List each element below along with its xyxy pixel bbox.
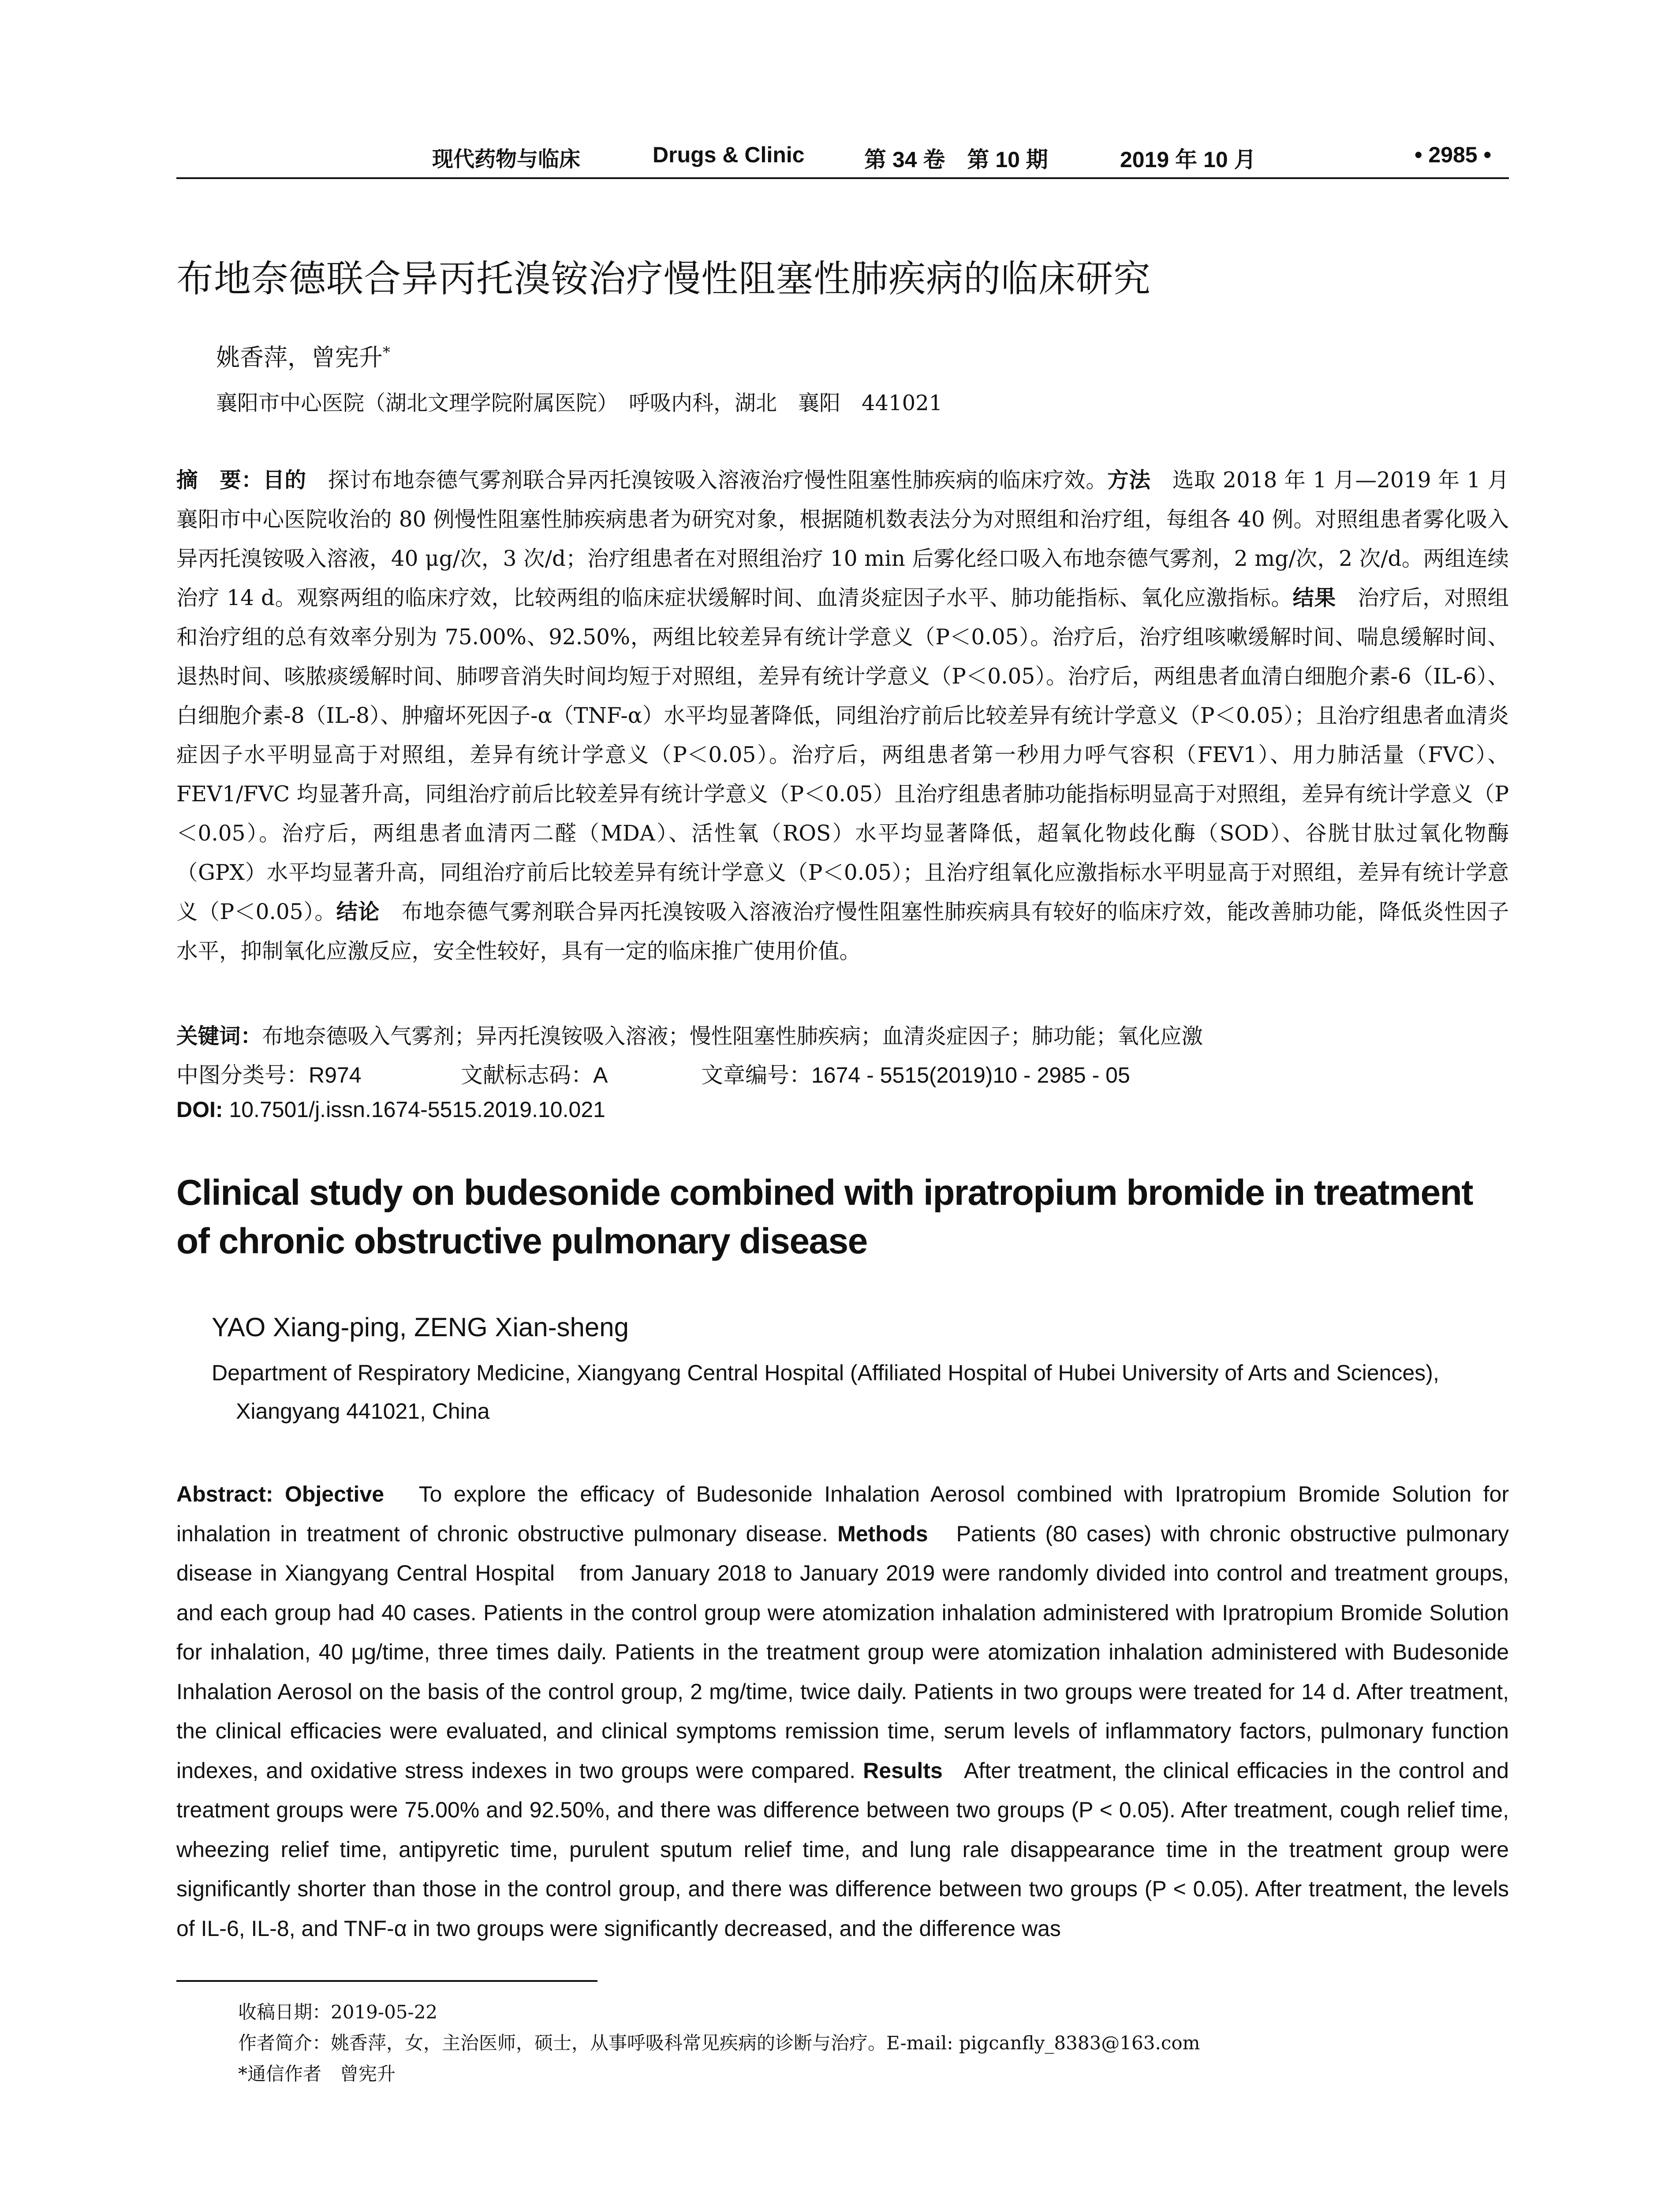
authors-cn-names: 姚香萍，曾宪升 <box>216 344 383 371</box>
results-label-en: Results <box>863 1758 943 1783</box>
objective-cn: 探讨布地奈德气雾剂联合异丙托溴铵吸入溶液治疗慢性阻塞性肺疾病的临床疗效。 <box>328 468 1108 493</box>
abstract-cn-label: 摘 要： <box>176 468 263 493</box>
abstract-cn <box>176 461 1509 971</box>
clc-code: 中图分类号：R974 <box>176 1063 362 1088</box>
affiliation-cn: 襄阳市中心医院（湖北文理学院附属医院） 呼吸内科，湖北 襄阳 441021 <box>216 391 943 415</box>
results-cn: 治疗后，对照组和治疗组的总有效率分别为 75.00%、92.50%，两组比较差异有统计学意义（P＜0.05）。治疗后，治疗组咳嗽缓解时间、喘息缓解时间、退热时间、咳脓痰缓解时间、肺啰音消失时间均短于对照组，差异有统计学意义（P＜0.05）。治疗后，两组患者血清白细胞介素-6（IL-6）、白细胞介素-8（IL-8）、肿瘤坏死因子-α（TNF-α）水平均显著降低，同组治疗前后比较差异有统计学意义（P＜0.05）；且治疗组患者血清炎症因子水平明显高于对照组，差异有统计学意义（P＜0.05）。治疗后，两组患者第一秒用力呼气容积（FEV1）、用力肺活量（FVC）、FEV1/FVC 均显著升高，同组治疗前后比较差异有统计学意义（P＜0.05）且治疗组患者肺功能指标明显高于对照组，差异有统计学意义（P＜0.05）。治疗后，两组患者血清丙二醛（MDA）、活性氧（ROS）水平均显著降低，超氧化物歧化酶（SOD）、谷胱甘肽过氧化物酶（GPX）水平均显著升高，同组治疗前后比较差异有统计学意义（P＜0.05）；且治疗组氧化应激指标水平明显高于对照组，差异有统计学意义（P＜0.05）。 <box>176 586 1509 924</box>
results-label-cn: 结果 <box>1292 586 1336 610</box>
conclusion-cn: 布地奈德气雾剂联合异丙托溴铵吸入溶液治疗慢性阻塞性肺疾病具有较好的临床疗效，能改善肺功能，降低炎性因子水平，抑制氧化应激反应，安全性较好，具有一定的临床推广使用价值。 <box>176 900 1509 964</box>
methods-label-cn: 方法 <box>1107 468 1151 493</box>
conclusion-label-cn: 结论 <box>336 900 380 924</box>
doi-link[interactable]: 10.7501/j.issn.1674-5515.2019.10.021 <box>223 1097 605 1122</box>
classification-row <box>176 1058 1509 1088</box>
objective-label-cn: 目的 <box>263 468 306 493</box>
volume-issue: 第 34 卷 第 10 期 <box>864 147 1048 172</box>
header-divider <box>176 177 1509 179</box>
issue-date: 2019 年 10 月 <box>1120 147 1256 172</box>
running-header <box>176 142 1509 177</box>
doi <box>176 1097 605 1122</box>
page-number: • 2985 • <box>1414 142 1491 167</box>
footnote-received: 收稿日期：2019-05-22 <box>238 2001 438 2023</box>
affiliation-en-line2: Xiangyang 441021, China <box>236 1399 490 1424</box>
title-cn: 布地奈德联合异丙托溴铵治疗慢性阻塞性肺疾病的临床研究 <box>176 257 1151 300</box>
keywords-cn <box>176 1019 1203 1050</box>
keywords-cn-label: 关键词： <box>176 1024 262 1049</box>
objective-label-en: Objective <box>284 1482 385 1506</box>
methods-label-en: Methods <box>837 1521 928 1546</box>
footnote-author-bio: 作者简介：姚香萍，女，主治医师，硕士，从事呼吸科常见疾病的诊断与治疗。E-mail: pigcanfly_8383@163.com <box>238 2032 1200 2054</box>
authors-en: YAO Xiang-ping, ZENG Xian-sheng <box>212 1312 629 1342</box>
footnote-divider <box>176 1980 597 1982</box>
doi-label: DOI: <box>176 1097 223 1122</box>
abstract-en-label: Abstract: <box>176 1482 273 1506</box>
article-number: 文章编号：1674 - 5515(2019)10 - 2985 - 05 <box>701 1063 1130 1088</box>
corresponding-mark: * <box>383 344 390 361</box>
document-code: 文献标志码：A <box>461 1063 608 1088</box>
footnote-corresponding: *通信作者 曾宪升 <box>238 2063 396 2085</box>
authors-cn <box>216 339 390 373</box>
keywords-cn-text: 布地奈德吸入气雾剂；异丙托溴铵吸入溶液；慢性阻塞性肺疾病；血清炎症因子；肺功能；氧化应激 <box>262 1024 1203 1049</box>
results-en: After treatment, the clinical efficacies in the control and treatment groups were 75.00% and 92.50%, and there was difference between two groups (P < 0.05). After treatment, cough relief time, wheezing relief time, antipyretic time, purulent sputum relief time, and lung rale disappearance time in the treatment group were significantly shorter than those in the control group, and there was difference between two groups (P < 0.05). After treatment, the levels of IL-6, IL-8, and TNF-α in two groups were significantly decreased, and the difference was <box>176 1758 1509 1941</box>
affiliation-en <box>212 1354 1517 1431</box>
methods-cn: 选取 2018 年 1 月—2019 年 1 月襄阳市中心医院收治的 80 例慢性阻塞性肺疾病患者为研究对象，根据随机数表法分为对照组和治疗组，每组各 40 例。对照组患者雾化吸入异丙托溴铵吸入溶液，40 μg/次，3 次/d；治疗组患者在对照组治疗 10 min 后雾化经口吸入布地奈德气雾剂，2 mg/次，2 次/d。两组连续治疗 14 d。观察两组的临床疗效，比较两组的临床症状缓解时间、血清炎症因子水平、肺功能指标、氧化应激指标。 <box>176 468 1509 610</box>
abstract-en <box>176 1475 1509 1948</box>
title-en: Clinical study on budesonide combined with ipratropium bromide in treatment of chronic obstructive pulmonary disease <box>176 1173 1473 1261</box>
journal-name-en: Drugs & Clinic <box>653 142 805 167</box>
objective-en: To explore the efficacy of Budesonide Inhalation Aerosol combined with Ipratropium Bromide Solution for inhalation in treatment of chronic obstructive pulmonary disease. <box>176 1482 1509 1546</box>
journal-name-cn: 现代药物与临床 <box>432 147 581 172</box>
methods-en: Patients (80 cases) with chronic obstructive pulmonary disease in Xiangyang Central Hospital from January 2018 to January 2019 were randomly divided into control and treatment groups, and each group had 40 cases. Patients in the control group were atomization inhalation administered with Ipratropium Bromide Solution for inhalation, 40 μg/time, three times daily. Patients in the treatment group were atomization inhalation administered with Budesonide Inhalation Aerosol on the basis of the control group, 2 mg/time, twice daily. Patients in two groups were treated for 14 d. After treatment, the clinical efficacies were evaluated, and clinical symptoms remission time, serum levels of inflammatory factors, pulmonary function indexes, and oxidative stress indexes in two groups were compared. <box>176 1521 1509 1783</box>
affiliation-en-line1: Department of Respiratory Medicine, Xiangyang Central Hospital (Affiliated Hospital of Hubei University of Arts and Sciences), <box>212 1360 1439 1385</box>
